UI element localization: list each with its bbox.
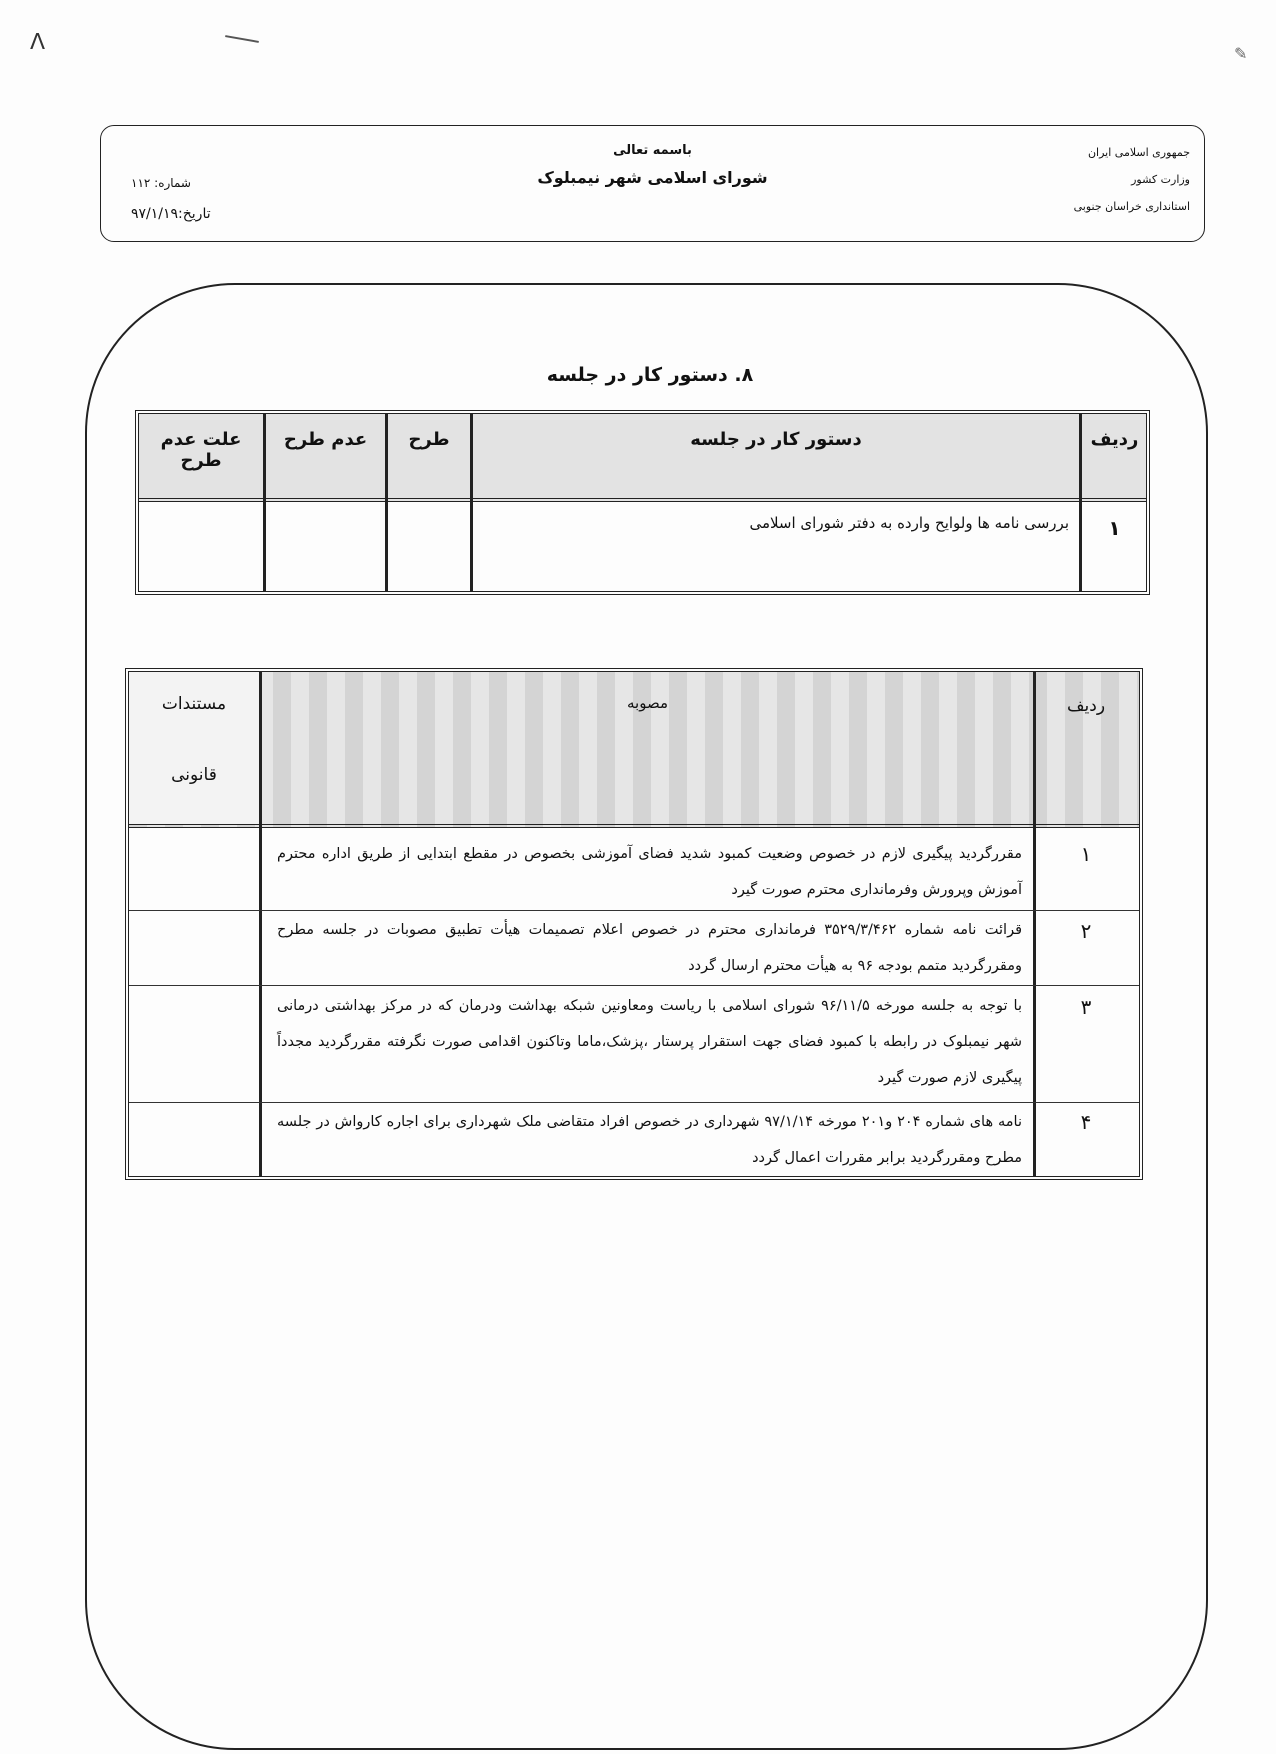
header-line-ministry: وزارت کشور [1131, 173, 1190, 186]
col-row-no: ردیف [1090, 429, 1139, 450]
agenda-header-row [139, 414, 1146, 502]
resolution-row-text: با توجه به جلسه مورخه ۹۶/۱۱/۵ شورای اسلامی با ریاست ومعاونین شبکه بهداشت ودرمان که در مرکز بهداشتی درمانی شهر نیمبلوک در رابطه با کمبود فضای جهت استقرار پرستار ،پزشک،ماما وتاکنون اقدامی صورت نگرفته مقررگردید مجدداً پیگیری لازم صورت گیرد [277, 998, 1022, 1086]
agenda-row-item: بررسی نامه ها ولوایح وارده به دفتر شورای اسلامی [749, 514, 1069, 532]
scan-mark [225, 35, 259, 43]
col-resolution: مصوبه [626, 694, 668, 712]
letterhead [100, 125, 1205, 242]
header-line-country: جمهوری اسلامی ایران [1087, 146, 1190, 159]
resolution-row-no: ۳ [1080, 995, 1092, 1019]
col-row-no: ردیف [1066, 696, 1106, 716]
col-agenda-item: دستور کار در جلسه [690, 429, 862, 450]
resolutions-table [125, 668, 1143, 1180]
agenda-title: ۸. دستور کار در جلسه [546, 364, 754, 386]
agenda-table [135, 410, 1150, 595]
col-raised: طرح [408, 429, 450, 450]
col-not-raised: عدم طرح [283, 429, 368, 450]
resolution-row-text: مقررگردید پیگیری لازم در خصوص وضعیت کمبود شدید فضای آموزشی بخصوص در مقطع ابتدایی از طریق اداره محترم آموزش وپرورش وفرمانداری محترم صورت گیرد [277, 846, 1022, 898]
resolution-row-no: ۴ [1080, 1110, 1092, 1134]
col-reason-not-raised: علت عدم طرح [160, 429, 242, 471]
resolution-row-text: قرائت نامه شماره ۳۵۲۹/۳/۴۶۲ فرمانداری محترم در خصوص اعلام تصمیمات هیأت تطبیق مصوبات در جلسه مطرح ومقررگردید متمم بودجه ۹۶ به هیأت محترم ارسال گردد [277, 922, 1022, 974]
scan-mark: ✎ [1234, 44, 1248, 63]
resolution-row-text: نامه های شماره ۲۰۴ و۲۰۱ مورخه ۹۷/۱/۱۴ شهرداری در خصوص افراد متقاضی ملک شهرداری برای اجاره کارواش در جلسه مطرح ومقررگردید برابر مقررات اعمال گردد [277, 1114, 1022, 1166]
council-name: شورای اسلامی شهر نیمبلوک [537, 168, 768, 187]
col-legal-docs-line2: قانونی [171, 765, 217, 785]
header-line-governorate: استانداری خراسان جنوبی [1073, 200, 1190, 213]
col-legal-docs: مستندات [161, 694, 227, 714]
resolution-row-no: ۲ [1080, 919, 1092, 943]
agenda-row-no: ۱ [1108, 516, 1121, 540]
letter-number: شماره: ۱۱۲ [131, 176, 191, 190]
resolution-row-no: ۱ [1080, 842, 1092, 866]
basmala: باسمه تعالی [613, 143, 692, 158]
letter-date: تاریخ:۹۷/۱/۱۹ [131, 206, 211, 222]
handwritten-mark: ᐱ [30, 30, 46, 55]
